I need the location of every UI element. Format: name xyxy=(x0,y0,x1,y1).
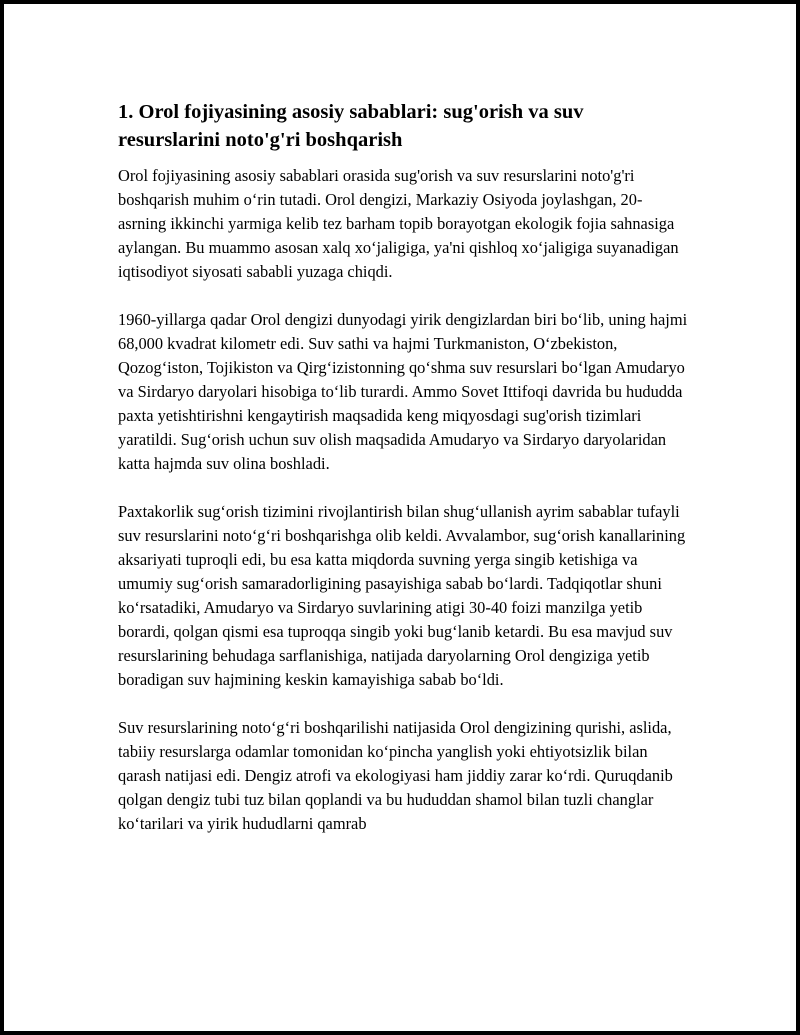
section-heading: 1. Orol fojiyasining asosiy sabablari: sug'orish va suv resurslarini noto'g'ri boshqarish xyxy=(118,101,584,151)
paragraph-4: Suv resurslarining noto‘g‘ri boshqarilishi natijasida Orol dengizining qurishi, aslida, tabiiy resurslarga odamlar tomonidan ko‘pincha yanglish yoki ehtiyotsizlik bilan qarash natijasi edi. Dengiz atrofi va ekologiyasi ham jiddiy zarar ko‘rdi. Quruqdanib qolgan dengiz tubi tuz bilan qoplandi va bu hududdan shamol bilan tuzli changlar ko‘tarilari va yirik hududlarni qamrab xyxy=(118,718,673,833)
paragraph-2: 1960-yillarga qadar Orol dengizi dunyodagi yirik dengizlardan biri bo‘lib, uning hajmi 68,000 kvadrat kilometr edi. Suv sathi va hajmi Turkmaniston, O‘zbekiston, Qozog‘iston, Tojikiston va Qirg‘izistonning qo‘shma suv resurslari bo‘lgan Amudaryo va Sirdaryo daryolari hisobiga to‘lib turardi. Ammo Sovet Ittifoqi davrida bu hududda paxta yetishtirishni kengaytirish maqsadida keng miqyosdagi sug'orish tizimlari yaratildi. Sug‘orish uchun suv olish maqsadida Amudaryo va Sirdaryo daryolaridan katta hajmda suv olina boshladi. xyxy=(118,310,688,473)
paragraph-3: Paxtakorlik sug‘orish tizimini rivojlantirish bilan shug‘ullanish ayrim sabablar tufayli suv resurslarini noto‘g‘ri boshqarishga olib keldi. Avvalambor, sug‘orish kanallarining aksariyati tuproqli edi, bu esa katta miqdorda suvning yerga singib ketishiga va umumiy sug‘orish samaradorligining pasayishiga sabab bo‘lardi. Tadqiqotlar shuni ko‘rsatadiki, Amudaryo va Sirdaryo suvlarining atigi 30-40 foizi manzilga yetib borardi, qolgan qismi esa tuproqqa singib yoki bug‘lanib ketardi. Bu esa mavjud suv resurslarining behudaga sarflanishiga, natijada daryolarning Orol dengiziga yetib boradigan suv hajmining keskin kamayishiga sabab bo‘ldi. xyxy=(118,502,686,689)
paragraph-1: Orol fojiyasining asosiy sabablari orasida sug'orish va suv resurslarini noto'g'ri boshqarish muhim o‘rin tutadi. Orol dengizi, Markaziy Osiyoda joylashgan, 20-asrning ikkinchi yarmiga kelib tez barham topib borayotgan ekologik fojia sahnasiga aylangan. Bu muammo asosan xalq xo‘jaligiga, ya'ni qishloq xo‘jaligiga suyanadigan iqtisodiyot siyosati sababli yuzaga chiqdi. xyxy=(118,166,679,281)
document-body xyxy=(118,98,690,860)
